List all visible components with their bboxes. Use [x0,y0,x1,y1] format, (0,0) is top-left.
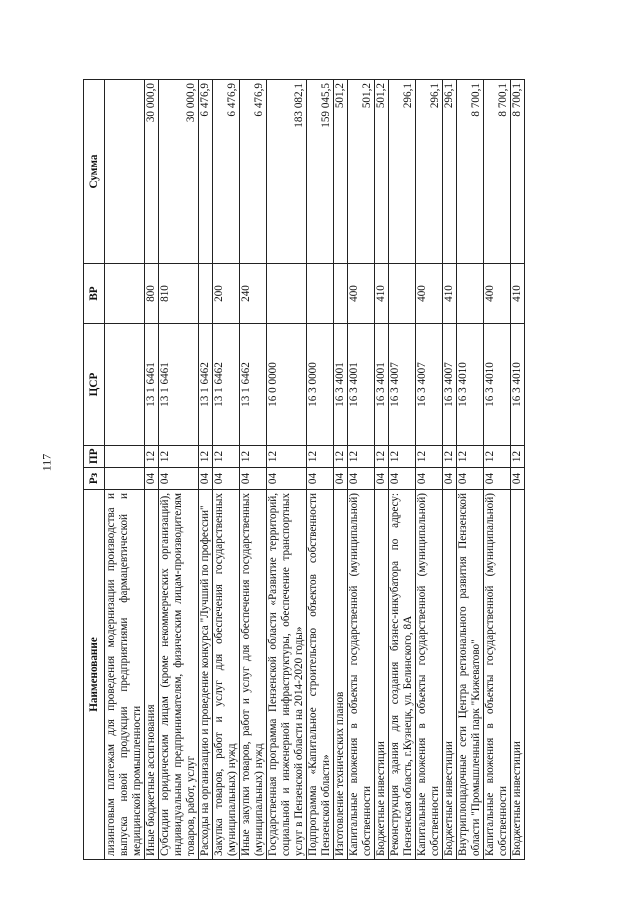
cell-csr: 13 1 6461 [145,324,159,446]
cell-sum: 8 700,1 [511,80,525,264]
cell-vr: 400 [348,264,375,324]
cell-rz: 04 [307,468,334,490]
cell-pr: 12 [484,446,511,468]
cell-pr: 12 [145,446,159,468]
cell-pr: 12 [511,446,525,468]
table-row [389,80,416,860]
cell-pr: 12 [213,446,240,468]
cell-vr [457,264,484,324]
cell-name: Бюджетные инвестиции [443,490,457,860]
table-row [240,80,267,860]
cell-pr: 12 [267,446,307,468]
cell-name: Субсидии юридическим лицам (кроме некоммерческих организаций), индивидуальным предпринимателям, физическим лицам-производителям товаров, работ, услуг [159,490,199,860]
cell-pr: 12 [307,446,334,468]
table-row [348,80,375,860]
cell-csr: 16 3 4007 [416,324,443,446]
cell-rz: 04 [240,468,267,490]
cell-vr: 200 [213,264,240,324]
cell-sum: 296,1 [416,80,443,264]
cell-rz: 04 [267,468,307,490]
rotated-table-container [83,80,557,860]
table-row [199,80,213,860]
cell-csr: 16 3 4001 [375,324,389,446]
cell-csr: 13 1 6462 [213,324,240,446]
cell-csr [105,324,145,446]
table-row [457,80,484,860]
table-row [511,80,525,860]
cell-sum: 183 082,1 [267,80,307,264]
cell-csr: 16 3 0000 [307,324,334,446]
cell-csr: 16 3 4001 [334,324,348,446]
budget-table [83,79,525,860]
cell-sum [105,80,145,264]
cell-name: Бюджетные инвестиции [511,490,525,860]
cell-name: Внутриплощадочные сети Центра регионального развития Пензенской области "Промышленный парк "Кижеватово" [457,490,484,860]
cell-pr: 12 [443,446,457,468]
cell-sum: 501,2 [348,80,375,264]
cell-pr: 12 [159,446,199,468]
table-row [416,80,443,860]
cell-csr: 16 0 0000 [267,324,307,446]
cell-sum: 501,2 [334,80,348,264]
cell-rz: 04 [334,468,348,490]
cell-sum: 8 700,1 [484,80,511,264]
cell-name: Закупка товаров, работ и услуг для обеспечения государственных (муниципальных) нужд [213,490,240,860]
cell-sum: 296,1 [389,80,416,264]
cell-rz: 04 [213,468,240,490]
cell-sum: 8 700,1 [457,80,484,264]
cell-vr: 240 [240,264,267,324]
cell-vr [105,264,145,324]
cell-sum: 6 476,9 [199,80,213,264]
cell-sum: 30 000,0 [159,80,199,264]
cell-pr: 12 [334,446,348,468]
table-row [334,80,348,860]
cell-rz: 04 [348,468,375,490]
cell-name: Реконструкция здания для создания бизнес-инкубатора по адресу: Пензенская область, г.Кузнецк, ул. Белинского, 8А [389,490,416,860]
header-vr: ВР [84,264,105,324]
cell-vr: 410 [443,264,457,324]
cell-csr: 13 1 6461 [159,324,199,446]
cell-csr: 16 3 4007 [443,324,457,446]
cell-csr: 16 3 4001 [348,324,375,446]
cell-name: Капитальные вложения в объекты государственной (муниципальной) собственности [484,490,511,860]
cell-csr: 16 3 4010 [511,324,525,446]
cell-rz: 04 [443,468,457,490]
table-row [375,80,389,860]
cell-sum: 296,1 [443,80,457,264]
cell-csr: 16 3 4007 [389,324,416,446]
cell-name: лизинговым платежам для проведения модернизации производства и выпуска новой продукции предприятиями фармацевтической и медицинской промышленности [105,490,145,860]
header-sum: Сумма [84,80,105,264]
table-header-row [84,80,105,860]
cell-vr [199,264,213,324]
table-row [267,80,307,860]
cell-rz: 04 [511,468,525,490]
cell-vr: 410 [511,264,525,324]
page-number [40,452,54,472]
cell-pr: 12 [240,446,267,468]
cell-rz: 04 [145,468,159,490]
table-row [307,80,334,860]
cell-rz: 04 [416,468,443,490]
cell-rz [105,468,145,490]
cell-vr: 400 [484,264,511,324]
cell-vr: 800 [145,264,159,324]
cell-name: Бюджетные инвестиции [375,490,389,860]
cell-name: Капитальные вложения в объекты государственной (муниципальной) собственности [348,490,375,860]
cell-rz: 04 [159,468,199,490]
cell-vr: 400 [416,264,443,324]
cell-rz: 04 [457,468,484,490]
cell-csr: 16 3 4010 [457,324,484,446]
cell-name: Иные закупки товаров, работ и услуг для обеспечения государственных (муниципальных) нужд [240,490,267,860]
cell-name: Иные бюджетные ассигнования [145,490,159,860]
cell-sum: 6 476,9 [213,80,240,264]
table-row [159,80,199,860]
cell-csr: 16 3 4010 [484,324,511,446]
table-row [443,80,457,860]
page-number-text: 117 [39,453,54,471]
header-name: Наименование [84,490,105,860]
cell-vr: 810 [159,264,199,324]
cell-csr: 13 1 6462 [199,324,213,446]
cell-rz: 04 [199,468,213,490]
cell-vr [267,264,307,324]
cell-pr: 12 [199,446,213,468]
cell-pr: 12 [457,446,484,468]
cell-pr: 12 [375,446,389,468]
cell-sum: 501,2 [375,80,389,264]
cell-rz: 04 [389,468,416,490]
table-row [105,80,145,860]
table-row [484,80,511,860]
cell-name: Государственная программа Пензенской области «Развитие территорий, социальной и инженерной инфраструктуры, обеспечение транспортных услуг в Пензенской области на 2014-2020 годы» [267,490,307,860]
cell-pr: 12 [416,446,443,468]
header-rz: Рз [84,468,105,490]
table-row [213,80,240,860]
cell-name: Расходы на организацию и проведение конкурса "Лучший по профессии" [199,490,213,860]
cell-vr: 410 [375,264,389,324]
cell-sum: 6 476,9 [240,80,267,264]
cell-vr [307,264,334,324]
cell-pr: 12 [389,446,416,468]
cell-vr [389,264,416,324]
cell-name: Подпрограмма «Капитальное строительство объектов собственности Пензенской области» [307,490,334,860]
cell-rz: 04 [375,468,389,490]
cell-rz: 04 [484,468,511,490]
header-pr: ПР [84,446,105,468]
cell-sum: 159 045,5 [307,80,334,264]
table-row [145,80,159,860]
cell-name: Капитальные вложения в объекты государственной (муниципальной) собственности [416,490,443,860]
cell-pr [105,446,145,468]
cell-vr [334,264,348,324]
cell-csr: 13 1 6462 [240,324,267,446]
cell-name: Изготовление технических планов [334,490,348,860]
cell-sum: 30 000,0 [145,80,159,264]
header-csr: ЦСР [84,324,105,446]
cell-pr: 12 [348,446,375,468]
